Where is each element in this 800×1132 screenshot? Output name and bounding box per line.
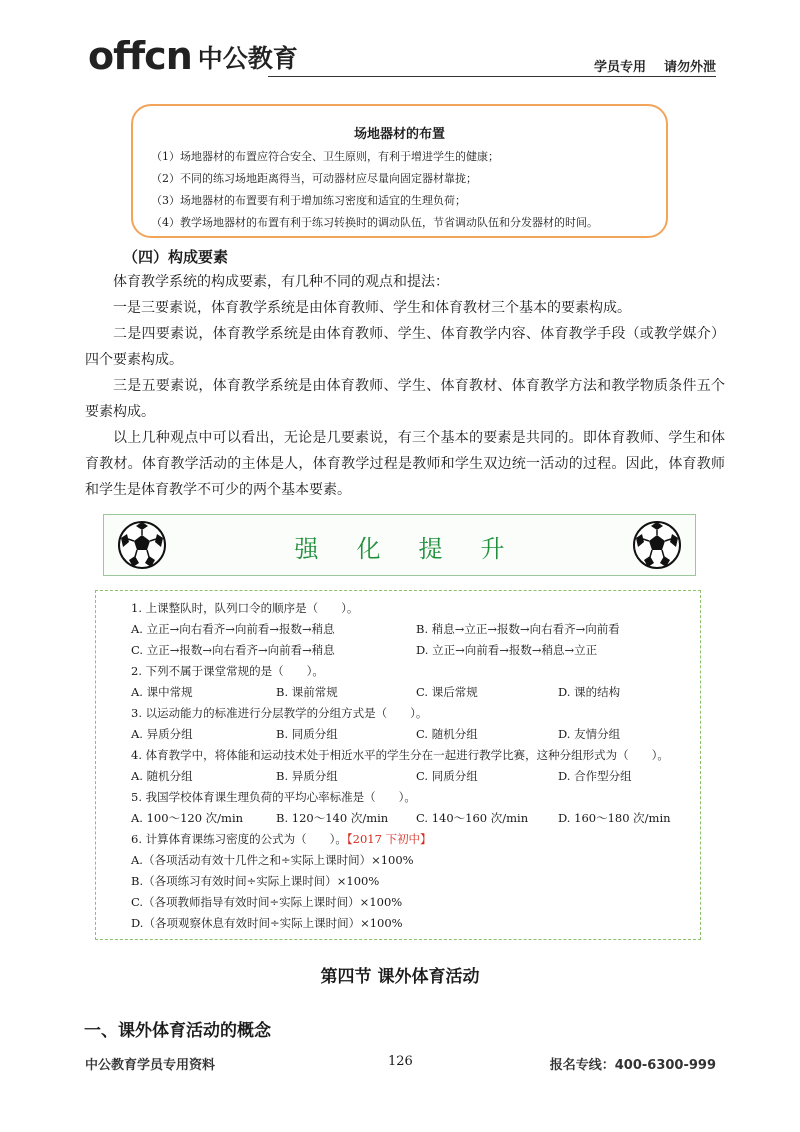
section-heading: （四）构成要素 [123, 248, 229, 266]
question-stem: 3. 以运动能力的标准进行分层教学的分组方式是（ ）。 [131, 706, 428, 720]
header-rule [268, 76, 716, 77]
question-stem [131, 831, 432, 847]
equipment-box-title: 场地器材的布置 [353, 127, 445, 142]
paragraph: 一是三要素说，体育教学系统是由体育教师、学生和体育教材三个基本的要素构成。 [113, 300, 631, 316]
option: B. 课前常规 [276, 685, 338, 699]
option: A.（各项活动有效十几件之和÷实际上课时间）×100% [131, 853, 414, 867]
sub-title: 一、课外体育活动的概念 [84, 1021, 271, 1041]
header-tag-no-leak: 请勿外泄 [663, 60, 716, 75]
option: C. 140～160 次/min [416, 811, 529, 825]
question-stem: 4. 体育教学中，将体能和运动技术处于相近水平的学生分在一起进行教学比赛，这种分组形式为（ ）。 [131, 748, 669, 762]
option: D. 合作型分组 [558, 769, 632, 783]
question-stem: 2. 下列不属于课堂常规的是（ ）。 [131, 664, 324, 678]
equipment-list [151, 146, 598, 234]
option: A. 立正→向右看齐→向前看→报数→稍息 [131, 622, 335, 636]
logo-latin-text: offcn [88, 34, 192, 78]
equipment-item: （2）不同的练习场地距离得当，可动器材应尽量向固定器材靠拢； [151, 172, 477, 185]
footer-hotline: 报名专线：400-6300-999 [549, 1058, 716, 1073]
equipment-item: （4）教学场地器材的布置有利于练习转换时的调动队伍，节省调动队伍和分发器材的时间。 [151, 216, 598, 229]
option: D. 课的结构 [558, 685, 621, 699]
option: C. 随机分组 [416, 727, 478, 741]
option: A. 随机分组 [131, 769, 193, 783]
soccer-ball-icon [632, 520, 682, 570]
option: B.（各项练习有效时间÷实际上课时间）×100% [131, 874, 380, 888]
paragraph: 体育教学系统的构成要素，有几种不同的观点和提法： [113, 274, 449, 290]
header-tags [594, 56, 716, 75]
option: D. 友情分组 [558, 727, 621, 741]
exam-source-tag: 【2017 下初中】 [346, 832, 432, 846]
option: D.（各项观察休息有效时间÷实际上课时间）×100% [131, 916, 403, 930]
quiz-box [95, 590, 701, 940]
option: A. 100～120 次/min [131, 811, 244, 825]
option: C.（各项教师指导有效时间÷实际上课时间）×100% [131, 895, 403, 909]
footer-left-text: 中公教育学员专用资料 [85, 1058, 216, 1073]
paragraph: 二是四要素说，体育教学系统是由体育教师、学生、体育教学内容、体育教学手段（或教学媒介）四个要素构成。 [85, 326, 725, 368]
logo-chinese-text: 中公教育 [197, 44, 298, 73]
option: A. 课中常规 [131, 685, 193, 699]
equipment-layout-box [131, 104, 668, 238]
practice-banner [103, 514, 696, 576]
option: B. 稍息→立正→报数→向右看齐→向前看 [416, 622, 620, 636]
option: C. 同质分组 [416, 769, 478, 783]
option: B. 异质分组 [276, 769, 338, 783]
offcn-logo [88, 36, 298, 76]
page-number: 126 [388, 1054, 413, 1069]
option: C. 课后常规 [416, 685, 478, 699]
equipment-item: （3）场地器材的布置要有利于增加练习密度和适宜的生理负荷； [151, 194, 466, 207]
option: D. 160～180 次/min [558, 811, 671, 825]
option: D. 立正→向前看→报数→稍息→立正 [416, 643, 598, 657]
option: A. 异质分组 [131, 727, 193, 741]
paragraph: 以上几种观点中可以看出，无论是几要素说，有三个基本的要素是共同的。即体育教师、学生和体育教材。体育教学活动的主体是人，体育教学过程是教师和学生双边统一活动的过程。因此，体育教师和学生是体育教学不可少的两个基本要素。 [85, 430, 725, 498]
question-stem: 5. 我国学校体育课生理负荷的平均心率标准是（ ）。 [131, 790, 416, 804]
option: C. 立正→报数→向右看齐→向前看→稍息 [131, 643, 335, 657]
equipment-item: （1）场地器材的布置应符合安全、卫生原则，有利于增进学生的健康； [151, 150, 499, 163]
section-title: 第四节 课外体育活动 [320, 967, 480, 987]
paragraph: 三是五要素说，体育教学系统是由体育教师、学生、体育教材、体育教学方法和教学物质条件五个要素构成。 [85, 378, 725, 420]
header-tag-student-only: 学员专用 [593, 60, 646, 75]
option: B. 120～140 次/min [276, 811, 389, 825]
option: B. 同质分组 [276, 727, 338, 741]
question-stem: 1. 上课整队时，队列口令的顺序是（ ）。 [131, 601, 359, 615]
banner-title: 强化提升 [294, 535, 543, 563]
question-stem-text: 6. 计算体育课练习密度的公式为（ ）。 [131, 832, 347, 846]
